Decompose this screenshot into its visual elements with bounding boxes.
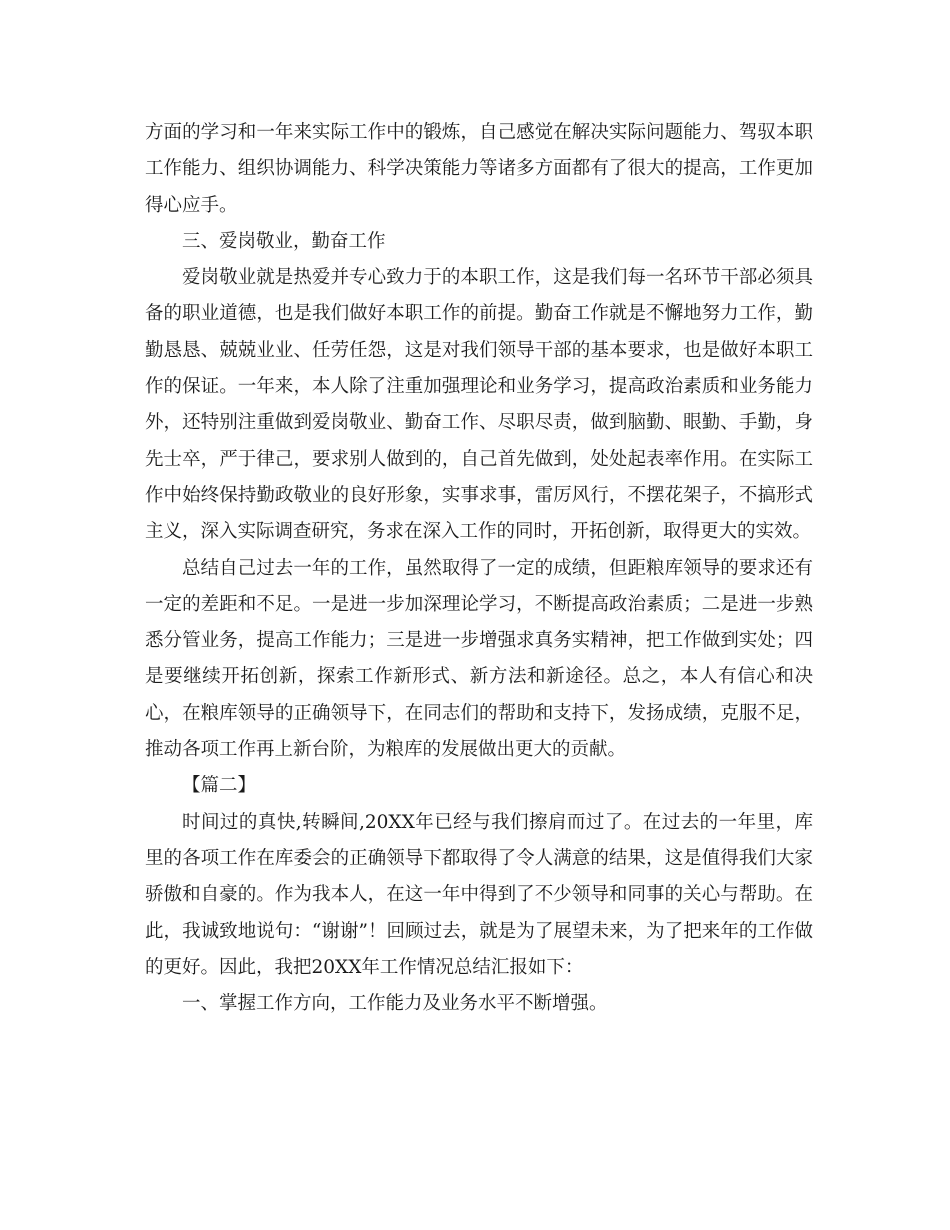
section-heading-1: 一、掌握工作方向，工作能力及业务水平不断增强。 [182, 993, 608, 1015]
paragraph-dedication: 爱岗敬业就是热爱并专心致力于的本职工作，这是我们每一名环节干部必须具备的职业道德，也是我们做好本职工作的前提。勤奋工作就是不懈地努力工作，勤勤恳恳、兢兢业业、任劳任怨，这是对我们领导干部的基本要求，也是做好本职工作的保证。一年来，本人除了注重加强理论和业务学习，提高政治素质和业务能力外，还特别注重做到爱岗敬业、勤奋工作、尽职尽责，做到脑勤、眼勤、手勤，身先士卒，严于律己，要求别人做到的，自己首先做到，处处起表率作用。在实际工作中始终保持勤政敬业的良好形象，实事求事，雷厉风行，不摆花架子，不搞形式主义，深入实际调查研究，务求在深入工作的同时，开拓创新，取得更大的实效。 [145, 267, 813, 543]
chapter-heading-part-two: 【篇二】 [182, 775, 257, 797]
paragraph-continuation: 方面的学习和一年来实际工作中的锻炼，自己感觉在解决实际问题能力、驾驭本职工作能力、组织协调能力、科学决策能力等诸多方面都有了很大的提高，工作更加得心应手。 [145, 122, 813, 216]
paragraph-intro-part-two: 时间过的真快,转瞬间,20XX年已经与我们擦肩而过了。在过去的一年里，库里的各项工作在库委会的正确领导下都取得了令人满意的结果，这是值得我们大家骄傲和自豪的。作为我本人，在这一年中得到了不少领导和同事的关心与帮助。在此，我诚致地说句：“谢谢”！回顾过去，就是为了展望未来，为了把来年的工作做的更好。因此，我把20XX年工作情况总结汇报如下： [145, 811, 813, 978]
paragraph-summary: 总结自己过去一年的工作，虽然取得了一定的成绩，但距粮库领导的要求还有一定的差距和不足。一是进一步加深理论学习，不断提高政治素质；二是进一步熟悉分管业务，提高工作能力；三是进一步增强求真务实精神，把工作做到实处；四是要继续开拓创新，探索工作新形式、新方法和新途径。总之，本人有信心和决心，在粮库领导的正确领导下，在同志们的帮助和支持下，发扬成绩，克服不足，推动各项工作再上新台阶，为粮库的发展做出更大的贡献。 [145, 557, 813, 761]
document-page [145, 115, 813, 1022]
section-heading-3: 三、爱岗敬业，勤奋工作 [182, 230, 386, 252]
